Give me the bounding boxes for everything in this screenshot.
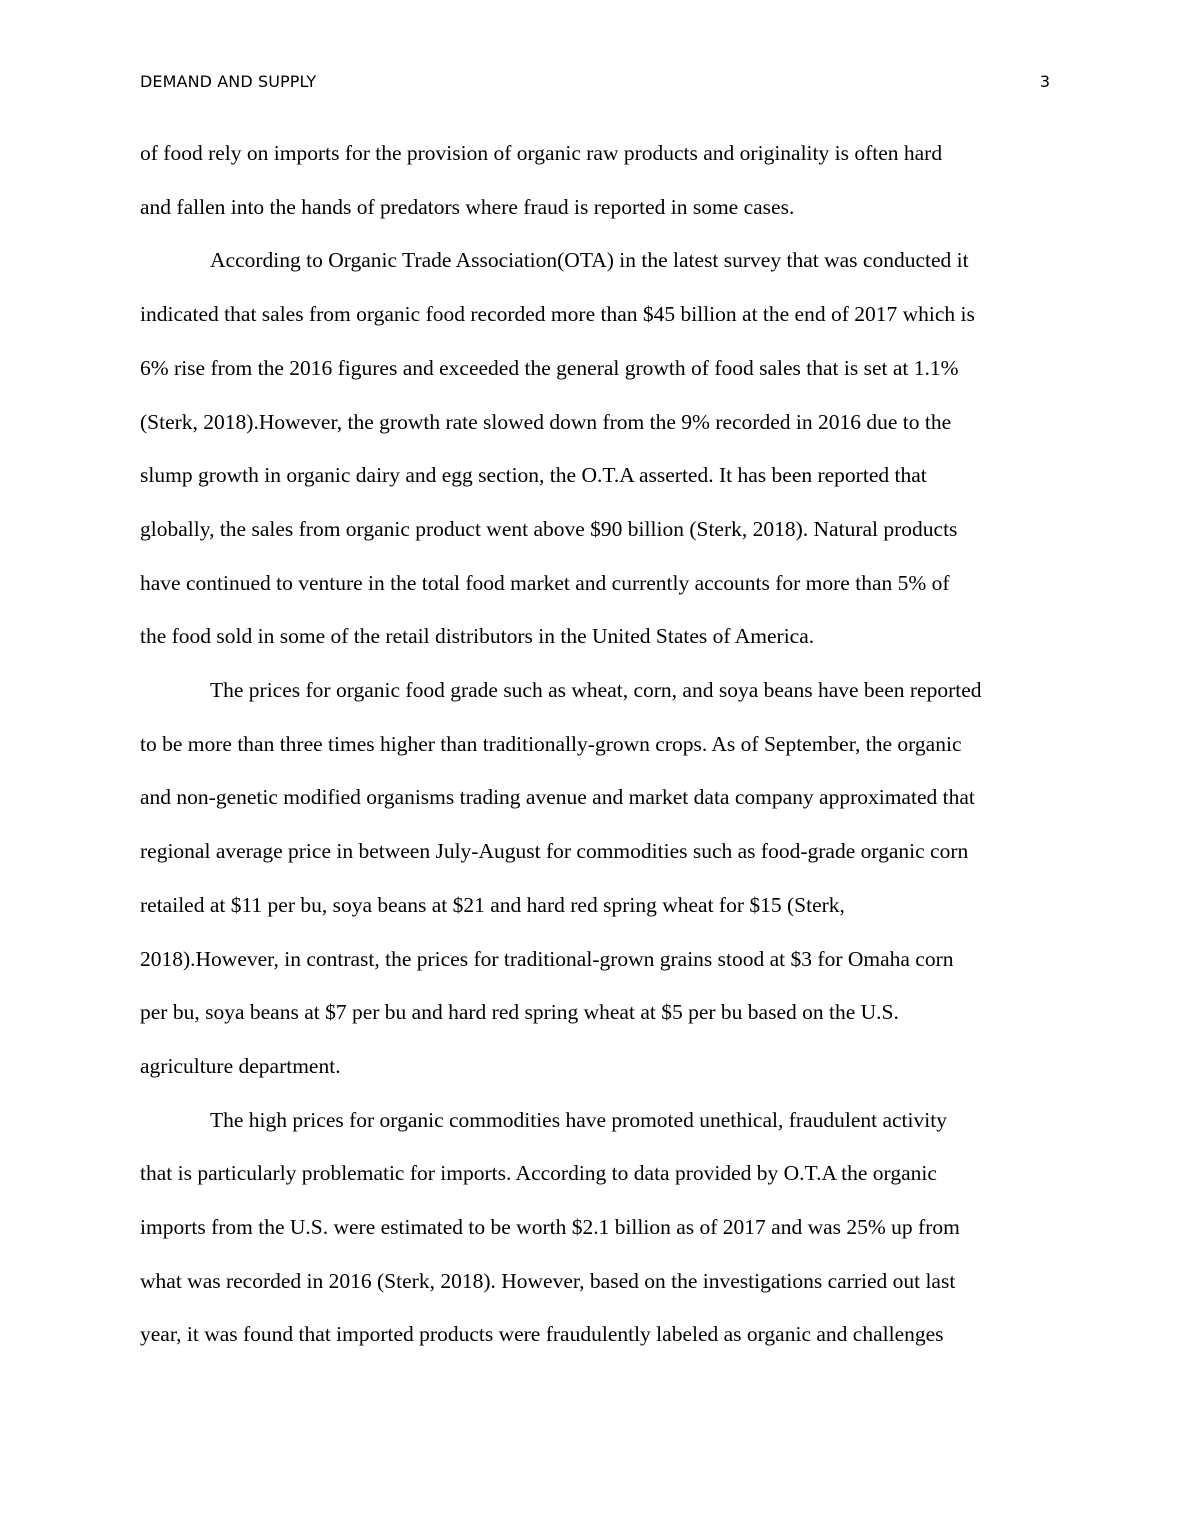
paragraph-continuation — [140, 127, 1050, 234]
text-line: (Sterk, 2018).However, the growth rate slowed down from the 9% recorded in 2016 due to the — [140, 409, 952, 434]
text-line: and fallen into the hands of predators where fraud is reported in some cases. — [140, 194, 795, 219]
paragraph-fraud — [140, 1094, 1050, 1363]
text-line: that is particularly problematic for imports. According to data provided by O.T.A the organic — [140, 1161, 937, 1186]
text-line: what was recorded in 2016 (Sterk, 2018). However, based on the investigations carried out last — [140, 1268, 956, 1293]
text-line: imports from the U.S. were estimated to be worth $2.1 billion as of 2017 and was 25% up from — [140, 1215, 960, 1240]
text-line: agriculture department. — [140, 1053, 341, 1078]
text-line: According to Organic Trade Association(OTA) in the latest survey that was conducted it — [210, 248, 969, 273]
page-header — [140, 72, 1050, 96]
page-number: 3 — [1039, 72, 1050, 91]
text-line: the food sold in some of the retail distributors in the United States of America. — [140, 624, 815, 649]
text-line: slump growth in organic dairy and egg section, the O.T.A asserted. It has been reported that — [140, 463, 927, 488]
text-line: per bu, soya beans at $7 per bu and hard red spring wheat at $5 per bu based on the U.S. — [140, 1000, 899, 1025]
text-line: The high prices for organic commodities have promoted unethical, fraudulent activity — [210, 1107, 947, 1132]
text-line: 2018).However, in contrast, the prices for traditional-grown grains stood at $3 for Omaha corn — [140, 946, 954, 971]
paragraph-prices — [140, 664, 1050, 1094]
text-line: 6% rise from the 2016 figures and exceeded the general growth of food sales that is set at 1.1% — [140, 355, 959, 380]
text-line: The prices for organic food grade such as wheat, corn, and soya beans have been reported — [210, 678, 982, 703]
document-body — [140, 127, 1050, 1362]
text-line: retailed at $11 per bu, soya beans at $21 and hard red spring wheat for $15 (Sterk, — [140, 892, 845, 917]
text-line: regional average price in between July-August for commodities such as food-grade organic corn — [140, 839, 969, 864]
running-head: DEMAND AND SUPPLY — [140, 72, 317, 91]
text-line: globally, the sales from organic product went above $90 billion (Sterk, 2018). Natural products — [140, 516, 958, 541]
paragraph-ota-sales — [140, 234, 1050, 664]
text-line: of food rely on imports for the provision of organic raw products and originality is often hard — [140, 141, 943, 165]
text-line: and non-genetic modified organisms trading avenue and market data company approximated that — [140, 785, 975, 810]
text-line: year, it was found that imported products were fraudulently labeled as organic and challenges — [140, 1322, 944, 1347]
text-line: indicated that sales from organic food recorded more than $45 billion at the end of 2017 which is — [140, 302, 975, 327]
text-line: to be more than three times higher than traditionally-grown crops. As of September, the organic — [140, 731, 962, 756]
text-line: have continued to venture in the total food market and currently accounts for more than 5% of — [140, 570, 950, 595]
